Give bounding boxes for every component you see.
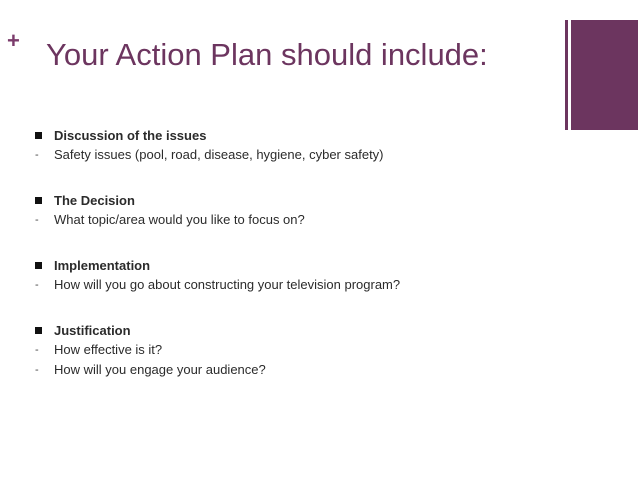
dash-bullet-icon: - — [35, 214, 39, 226]
accent-bar — [571, 20, 638, 130]
heading-text: Justification — [54, 323, 131, 338]
section-heading — [34, 127, 554, 145]
sub-item-text: How effective is it? — [54, 342, 163, 357]
sub-item-text: How will you engage your audience? — [54, 362, 266, 377]
square-bullet-icon — [35, 262, 42, 269]
sub-item — [34, 340, 554, 360]
square-bullet-icon — [35, 132, 42, 139]
sub-item-text: Safety issues (pool, road, disease, hygiene, cyber safety) — [54, 147, 384, 162]
dash-bullet-icon: - — [35, 364, 39, 376]
section-heading — [34, 192, 554, 210]
accent-thin-bar — [565, 20, 568, 130]
dash-bullet-icon: - — [35, 149, 39, 161]
slide-content — [34, 127, 554, 407]
sub-item — [34, 275, 554, 295]
heading-text: Discussion of the issues — [54, 128, 207, 143]
dash-bullet-icon: - — [35, 344, 39, 356]
sub-item — [34, 145, 554, 165]
square-bullet-icon — [35, 197, 42, 204]
heading-text: Implementation — [54, 258, 151, 273]
plus-icon: + — [7, 28, 20, 53]
square-bullet-icon — [35, 327, 42, 334]
section-heading — [34, 257, 554, 275]
section-decision — [34, 192, 554, 230]
dash-bullet-icon: - — [35, 279, 39, 291]
section-justification — [34, 322, 554, 380]
section-discussion — [34, 127, 554, 165]
slide-title: Your Action Plan should include: — [46, 37, 488, 72]
heading-text: The Decision — [54, 193, 135, 208]
sub-item-text: How will you go about constructing your television program? — [54, 277, 401, 292]
sub-item — [34, 360, 554, 380]
sub-item — [34, 210, 554, 230]
section-implementation — [34, 257, 554, 295]
section-heading — [34, 322, 554, 340]
sub-item-text: What topic/area would you like to focus on? — [54, 212, 305, 227]
